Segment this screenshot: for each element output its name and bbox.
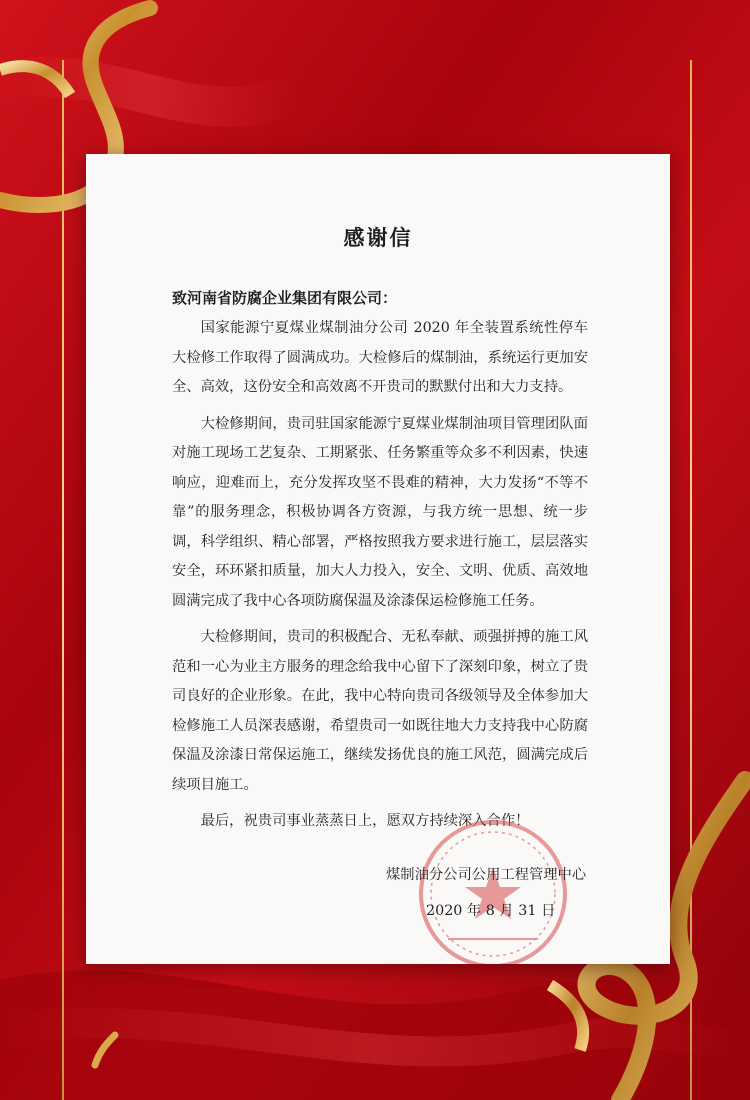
- thank-you-letter: [86, 154, 670, 964]
- letter-signer: 煤制油分公司公用工程管理中心: [386, 867, 587, 883]
- official-seal-icon: [408, 809, 578, 964]
- letter-paragraph-3: 大检修期间，贵司的积极配合、无私奉献、顽强拼搏的施工风范和一心为业主方服务的理念给我中心留下了深刻印象，树立了贵司良好的企业形象。在此，我中心特向贵司各级领导及全体参加大检修施工人员深表感谢，希望贵司一如既往地大力支持我中心防腐保温及涂漆日常保运施工，继续发扬优良的施工风范，圆满完成后续项目施工。: [172, 629, 588, 793]
- letter-paragraph-4: 最后，祝贵司事业蒸蒸日上，愿双方持续深入合作！: [200, 813, 530, 829]
- letter-date: 2020 年 8 月 31 日: [426, 903, 556, 919]
- gold-confetti-icon: [90, 1030, 120, 1070]
- letter-paragraph-2: 大检修期间，贵司驻国家能源宁夏煤业煤制油项目管理团队面对施工现场工艺复杂、工期紧张、任务繁重等众多不利因素，快速响应，迎难而上，充分发挥攻坚不畏难的精神，大力发扬“不等不靠”的服务理念，积极协调各方资源，与我方统一思想、统一步调，科学组织、精心部署，严格按照我方要求进行施工，层层落实安全，环环紧扣质量，加大人力投入，安全、文明、优质、高效地圆满完成了我中心各项防腐保温及涂漆保运检修施工任务。: [172, 415, 588, 609]
- letter-body: [172, 314, 588, 837]
- letter-paragraph-1: 国家能源宁夏煤业煤制油分公司 2020 年全装置系统性停车大检修工作取得了圆满成功。大检修后的煤制油，系统运行更加安全、高效，这份安全和高效离不开贵司的默默付出和大力支持。: [172, 320, 588, 395]
- letter-title: 感谢信: [343, 225, 413, 250]
- letter-salutation: 致河南省防腐企业集团有限公司：: [172, 289, 398, 307]
